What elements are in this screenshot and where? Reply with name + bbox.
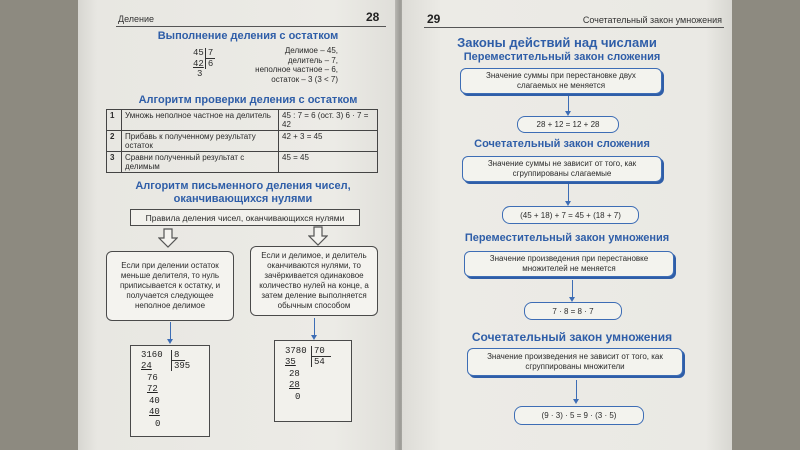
arrow-down-icon — [572, 280, 573, 298]
ld2-step: 0 — [295, 392, 301, 402]
long-division-example-1 — [130, 345, 210, 437]
table-row — [107, 110, 378, 131]
ld2-step: 35 — [285, 357, 296, 367]
header-rule — [424, 27, 724, 28]
label-divisor: делитель – 7, — [287, 55, 338, 65]
law-formula: (9 · 3) · 5 = 9 · (3 · 5) — [514, 406, 644, 425]
step-example: 45 = 45 — [279, 152, 378, 173]
left-page — [78, 0, 398, 450]
ld2-step: 28 — [289, 380, 300, 390]
step-text: Сравни полученный результат с делимым — [122, 152, 279, 173]
section-title-check-algorithm: Алгоритм проверки деления с остатком — [138, 94, 358, 106]
ld1-quotient: 395 — [171, 361, 190, 371]
table-row — [107, 131, 378, 152]
arrow-down-icon — [568, 96, 569, 112]
ld1-step: 76 — [147, 373, 158, 383]
page-number: 29 — [427, 12, 441, 26]
hollow-arrow-down-icon — [308, 226, 328, 246]
running-head: Сочетательный закон умножения — [582, 15, 722, 25]
arrow-down-icon — [170, 322, 171, 340]
rule-box: Правила деления чисел, оканчивающихся нулями — [130, 209, 360, 226]
label-dividend: Делимое – 45, — [284, 46, 338, 55]
check-table — [106, 109, 378, 173]
ld1-step: 0 — [155, 419, 161, 429]
ld1-step: 72 — [147, 384, 158, 394]
label-remainder: остаток – 3 (3 < 7) — [271, 74, 338, 84]
step-text: Прибавь к полученному результату остаток — [122, 131, 279, 152]
ld1-step: 40 — [149, 407, 160, 417]
arrow-down-icon — [568, 184, 569, 202]
header-rule — [116, 26, 386, 27]
running-head: Деление — [118, 14, 155, 24]
partial-product: 42 — [193, 59, 204, 69]
page-number: 28 — [366, 10, 380, 24]
quotient: 6 — [205, 59, 215, 69]
section-title-line1: Алгоритм письменного деления чисел, — [135, 180, 351, 192]
right-page — [402, 0, 732, 450]
case-zeros-box: Если и делимое, и делитель оканчиваются нулями, то зачёркивается одинаковое количество нулей на конце, а затем деление выполняется обычным способом — [250, 246, 378, 316]
law-formula: 7 · 8 = 8 · 7 — [524, 302, 622, 320]
section-title-written-division — [108, 180, 378, 206]
remainder: 3 — [197, 69, 203, 79]
page-title: Законы действий над числами — [457, 35, 657, 50]
case-remainder-box: Если при делении остаток меньше делителя, то нуль приписывается к остатку, и получается следующее неполное делимое — [106, 251, 234, 321]
law-rule-box: Значение суммы при перестановке двух слагаемых не меняется — [460, 68, 662, 94]
step-example: 42 + 3 = 45 — [279, 131, 378, 152]
law-rule-box: Значение произведения при перестановке множителей не меняется — [464, 251, 674, 277]
arrow-down-icon — [576, 380, 577, 400]
division-labels — [228, 46, 338, 84]
hollow-arrow-down-icon — [158, 228, 178, 248]
ld2-step: 28 — [289, 369, 300, 379]
step-number: 3 — [107, 152, 122, 173]
step-text: Умножь неполное частное на делитель — [122, 110, 279, 131]
law-title-associative-multiplication: Сочетательный закон умножения — [471, 330, 673, 344]
ld2-divisor: 70 — [311, 346, 331, 357]
long-division-example-2 — [274, 340, 352, 422]
section-title-division-remainder: Выполнение деления с остатком — [157, 30, 339, 42]
step-example: 45 : 7 = 6 (ост. 3) 6 · 7 = 42 — [279, 110, 378, 131]
ld1-dividend: 3160 — [141, 350, 163, 360]
step-number: 1 — [107, 110, 122, 131]
law-formula: 28 + 12 = 12 + 28 — [517, 116, 619, 133]
table-row — [107, 152, 378, 173]
law-title-associative-addition: Сочетательный закон сложения — [474, 138, 650, 150]
step-number: 2 — [107, 131, 122, 152]
arrow-down-icon — [314, 318, 315, 336]
law-rule-box: Значение суммы не зависит от того, как сгруппированы слагаемые — [462, 156, 662, 182]
ld2-dividend: 3780 — [285, 346, 307, 356]
label-quotient: неполное частное – 6, — [255, 65, 338, 74]
law-title-commutative-addition: Переместительный закон сложения — [463, 51, 661, 63]
ld1-step: 40 — [149, 396, 160, 406]
dividend: 45 — [193, 48, 204, 58]
law-formula: (45 + 18) + 7 = 45 + (18 + 7) — [502, 206, 639, 224]
ld2-quotient: 54 — [311, 357, 325, 367]
section-title-line2: оканчивающихся нулями — [173, 193, 313, 205]
division-example — [193, 48, 215, 79]
ld1-divisor: 8 — [171, 350, 185, 361]
ld1-step: 24 — [141, 361, 152, 371]
law-title-commutative-multiplication: Переместительный закон умножения — [464, 232, 670, 244]
law-rule-box: Значение произведения не зависит от того, как сгруппированы множители — [467, 348, 683, 376]
divisor: 7 — [205, 48, 215, 59]
